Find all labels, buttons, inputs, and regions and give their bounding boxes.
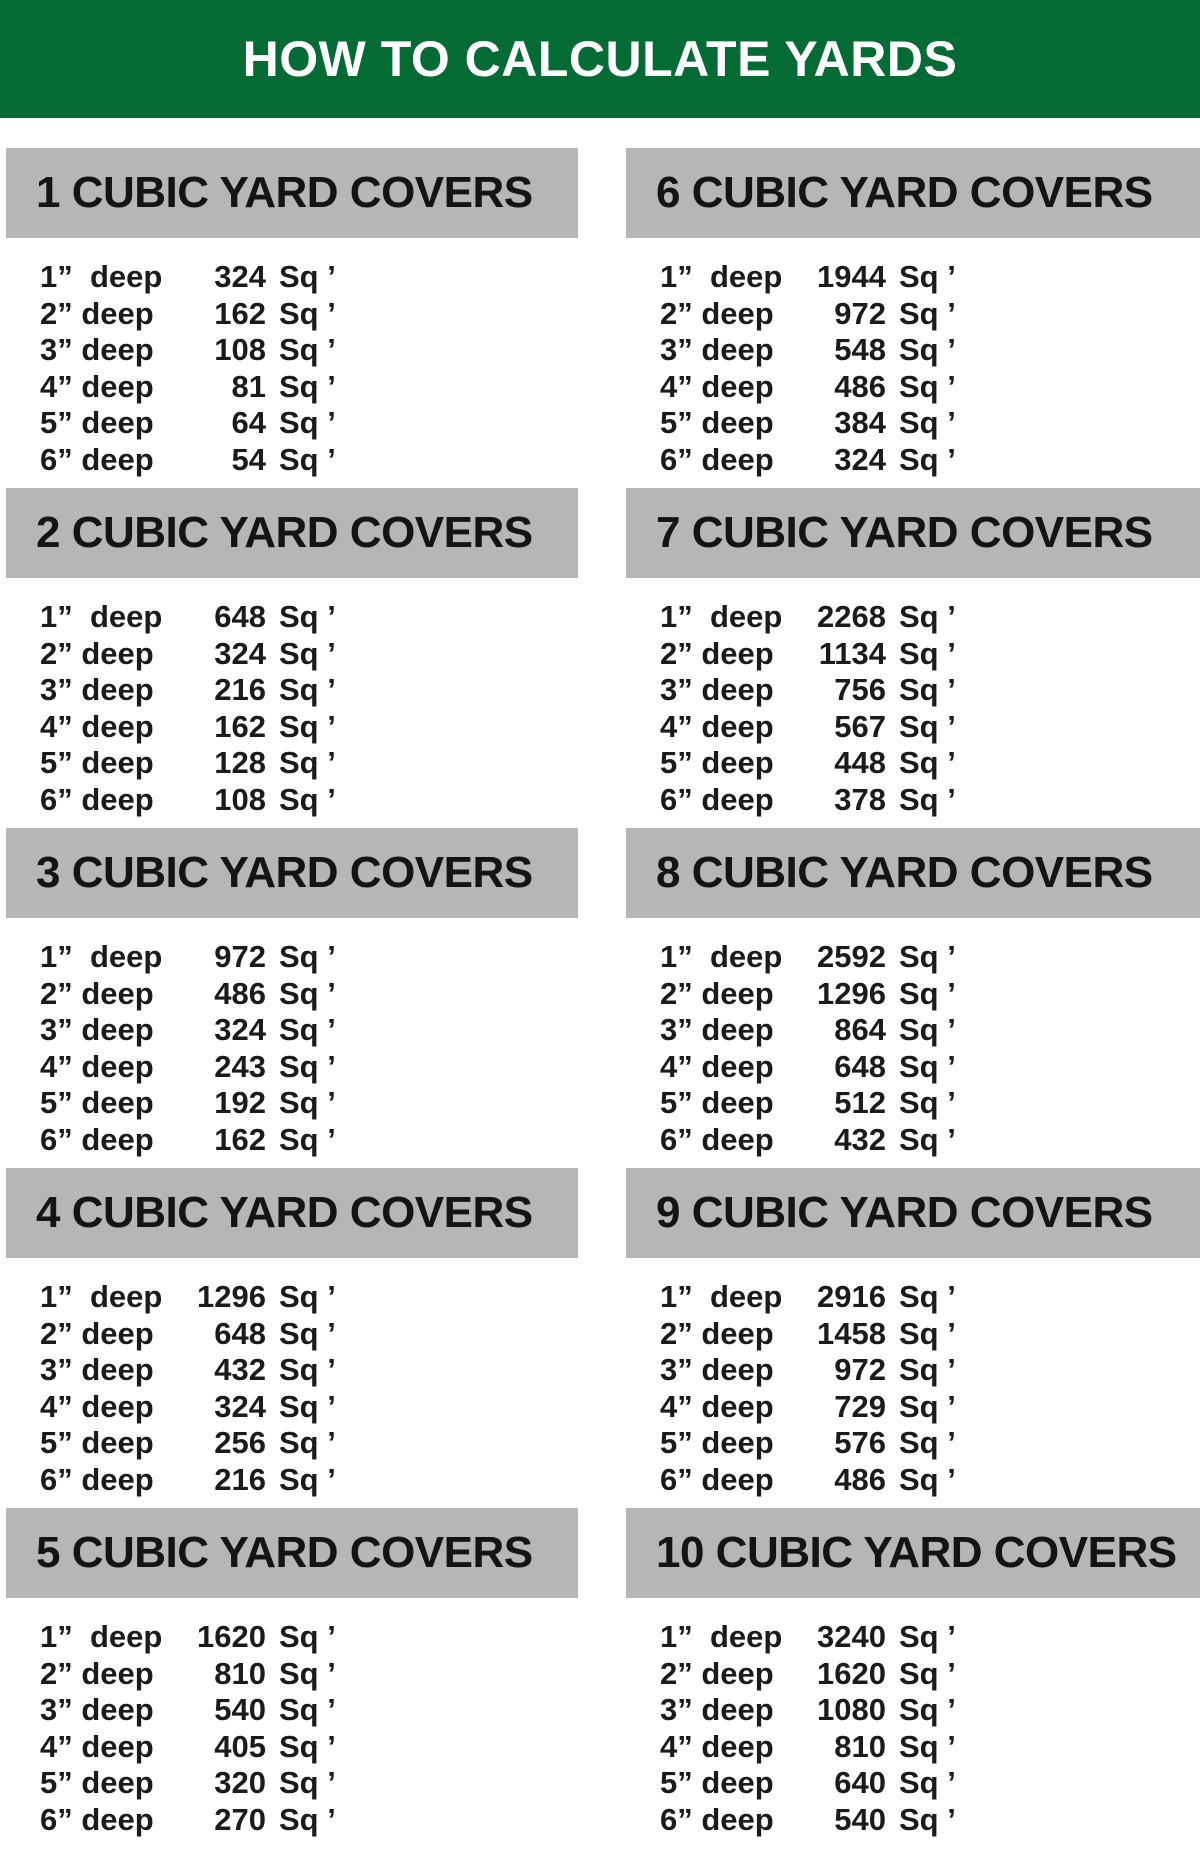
coverage-rows (6, 238, 578, 478)
area-value: 1296 (817, 975, 886, 1011)
section-header-bar (6, 828, 578, 918)
area-unit: Sq ’ (899, 1619, 956, 1655)
area-unit: Sq ’ (899, 1388, 956, 1424)
section-title: 1 CUBIC YARD COVERS (36, 168, 533, 217)
table-row (660, 1802, 1200, 1839)
depth-label: 5” deep (660, 745, 774, 781)
area-value: 243 (214, 1048, 266, 1084)
area-unit: Sq ’ (899, 368, 956, 404)
coverage-section (626, 828, 1200, 1168)
table-row (660, 1352, 1200, 1389)
area-unit: Sq ’ (279, 1315, 336, 1351)
area-value: 162 (214, 708, 266, 744)
area-unit: Sq ’ (899, 708, 956, 744)
depth-label: 6” deep (660, 1121, 774, 1157)
area-value: 216 (214, 672, 266, 708)
coverage-rows (626, 578, 1200, 818)
area-value: 108 (214, 332, 266, 368)
section-title: 6 CUBIC YARD COVERS (656, 168, 1153, 217)
area-value: 972 (834, 295, 886, 331)
section-header-bar (626, 148, 1200, 238)
depth-label: 5” deep (660, 1085, 774, 1121)
depth-label: 3” deep (40, 672, 154, 708)
depth-label: 1” deep (40, 939, 163, 975)
area-value: 162 (214, 1121, 266, 1157)
area-value: 128 (214, 745, 266, 781)
area-value: 648 (214, 1315, 266, 1351)
area-value: 1134 (818, 635, 886, 671)
table-row (660, 332, 1200, 369)
depth-label: 6” deep (660, 781, 774, 817)
area-value: 216 (214, 1461, 266, 1497)
coverage-section (6, 488, 578, 828)
table-row (40, 1279, 578, 1316)
table-row (660, 939, 1200, 976)
section-title: 7 CUBIC YARD COVERS (656, 508, 1153, 557)
area-value: 548 (834, 332, 886, 368)
coverage-section (6, 1508, 578, 1848)
depth-label: 2” deep (40, 1655, 154, 1691)
area-unit: Sq ’ (279, 1461, 336, 1497)
table-row (660, 1765, 1200, 1802)
table-row (40, 1049, 578, 1086)
coverage-rows (626, 918, 1200, 1158)
area-unit: Sq ’ (899, 405, 956, 441)
area-unit: Sq ’ (279, 405, 336, 441)
table-row (660, 1619, 1200, 1656)
area-value: 162 (214, 295, 266, 331)
depth-label: 6” deep (40, 1121, 154, 1157)
depth-label: 4” deep (660, 1048, 774, 1084)
area-unit: Sq ’ (899, 635, 956, 671)
area-unit: Sq ’ (899, 939, 956, 975)
area-value: 486 (834, 1461, 886, 1497)
depth-label: 3” deep (660, 1012, 774, 1048)
area-value: 540 (214, 1692, 266, 1728)
table-row (40, 1012, 578, 1049)
depth-label: 2” deep (40, 635, 154, 671)
depth-label: 1” deep (40, 259, 163, 295)
area-value: 378 (834, 781, 886, 817)
area-unit: Sq ’ (279, 672, 336, 708)
table-row (660, 1462, 1200, 1499)
area-unit: Sq ’ (279, 1692, 336, 1728)
depth-label: 4” deep (40, 1388, 154, 1424)
table-row (40, 745, 578, 782)
section-title: 8 CUBIC YARD COVERS (656, 848, 1153, 897)
area-value: 54 (231, 441, 266, 477)
coverage-rows (6, 1598, 578, 1838)
section-title: 9 CUBIC YARD COVERS (656, 1188, 1153, 1237)
area-unit: Sq ’ (279, 1425, 336, 1461)
area-unit: Sq ’ (899, 781, 956, 817)
depth-label: 1” deep (660, 939, 783, 975)
depth-label: 4” deep (40, 1048, 154, 1084)
table-row (660, 1279, 1200, 1316)
table-row (40, 442, 578, 479)
area-value: 324 (214, 1012, 266, 1048)
table-row (40, 672, 578, 709)
section-title: 4 CUBIC YARD COVERS (36, 1188, 533, 1237)
section-header-bar (6, 1508, 578, 1598)
area-value: 192 (214, 1085, 266, 1121)
area-unit: Sq ’ (279, 295, 336, 331)
table-row (660, 1389, 1200, 1426)
table-row (40, 296, 578, 333)
depth-label: 5” deep (40, 405, 154, 441)
section-header-bar (6, 1168, 578, 1258)
area-value: 324 (214, 635, 266, 671)
depth-label: 6” deep (40, 1461, 154, 1497)
table-row (40, 1352, 578, 1389)
depth-label: 4” deep (660, 1388, 774, 1424)
coverage-section (6, 1168, 578, 1508)
depth-label: 3” deep (40, 332, 154, 368)
depth-label: 5” deep (40, 1425, 154, 1461)
depth-label: 2” deep (40, 295, 154, 331)
area-value: 405 (214, 1728, 266, 1764)
depth-label: 3” deep (660, 1352, 774, 1388)
section-header-bar (626, 828, 1200, 918)
area-value: 2592 (817, 939, 886, 975)
table-row (40, 1765, 578, 1802)
depth-label: 3” deep (40, 1012, 154, 1048)
table-row (40, 1122, 578, 1159)
table-row (40, 709, 578, 746)
area-unit: Sq ’ (279, 1085, 336, 1121)
area-value: 648 (834, 1048, 886, 1084)
area-value: 540 (834, 1801, 886, 1837)
table-row (40, 1802, 578, 1839)
area-value: 2268 (817, 599, 886, 635)
area-unit: Sq ’ (899, 1012, 956, 1048)
table-row (40, 1425, 578, 1462)
area-value: 432 (834, 1121, 886, 1157)
depth-label: 6” deep (40, 781, 154, 817)
table-row (660, 1425, 1200, 1462)
area-unit: Sq ’ (899, 1352, 956, 1388)
area-value: 1620 (197, 1619, 266, 1655)
table-row (660, 1085, 1200, 1122)
table-row (660, 1012, 1200, 1049)
area-unit: Sq ’ (279, 745, 336, 781)
section-header-bar (626, 1508, 1200, 1598)
area-value: 640 (834, 1765, 886, 1801)
area-unit: Sq ’ (899, 295, 956, 331)
depth-label: 3” deep (660, 332, 774, 368)
area-unit: Sq ’ (899, 672, 956, 708)
area-unit: Sq ’ (279, 1279, 336, 1315)
depth-label: 4” deep (660, 1728, 774, 1764)
sections-grid (0, 118, 1200, 1848)
depth-label: 1” deep (660, 1279, 783, 1315)
section-header-bar (626, 1168, 1200, 1258)
section-title: 2 CUBIC YARD COVERS (36, 508, 533, 557)
area-value: 1080 (817, 1692, 886, 1728)
area-unit: Sq ’ (279, 939, 336, 975)
depth-label: 1” deep (40, 1619, 163, 1655)
area-unit: Sq ’ (279, 1388, 336, 1424)
area-value: 81 (231, 368, 266, 404)
depth-label: 4” deep (40, 368, 154, 404)
area-unit: Sq ’ (279, 708, 336, 744)
table-row (40, 1389, 578, 1426)
area-unit: Sq ’ (899, 1728, 956, 1764)
table-row (40, 599, 578, 636)
depth-label: 6” deep (660, 441, 774, 477)
table-row (660, 1122, 1200, 1159)
area-unit: Sq ’ (899, 1315, 956, 1351)
area-value: 810 (214, 1655, 266, 1691)
area-value: 1620 (817, 1655, 886, 1691)
area-unit: Sq ’ (899, 332, 956, 368)
area-value: 2916 (817, 1279, 886, 1315)
area-unit: Sq ’ (279, 599, 336, 635)
header-banner (0, 0, 1200, 118)
table-row (660, 442, 1200, 479)
depth-label: 2” deep (660, 1315, 774, 1351)
table-row (660, 745, 1200, 782)
coverage-rows (6, 1258, 578, 1498)
area-value: 384 (834, 405, 886, 441)
area-unit: Sq ’ (899, 1765, 956, 1801)
area-value: 324 (214, 259, 266, 295)
area-unit: Sq ’ (899, 975, 956, 1011)
depth-label: 3” deep (660, 1692, 774, 1728)
section-header-bar (626, 488, 1200, 578)
area-value: 576 (834, 1425, 886, 1461)
coverage-section (626, 1168, 1200, 1508)
table-row (40, 1656, 578, 1693)
table-row (40, 1085, 578, 1122)
depth-label: 4” deep (660, 708, 774, 744)
depth-label: 6” deep (660, 1461, 774, 1497)
table-row (660, 976, 1200, 1013)
coverage-rows (6, 578, 578, 818)
area-unit: Sq ’ (279, 1121, 336, 1157)
area-unit: Sq ’ (279, 975, 336, 1011)
area-value: 486 (834, 368, 886, 404)
depth-label: 6” deep (40, 1801, 154, 1837)
coverage-rows (626, 238, 1200, 478)
table-row (660, 1692, 1200, 1729)
section-header-bar (6, 148, 578, 238)
table-row (660, 1729, 1200, 1766)
area-value: 448 (834, 745, 886, 781)
area-value: 64 (231, 405, 266, 441)
table-row (660, 636, 1200, 673)
section-header-bar (6, 488, 578, 578)
area-unit: Sq ’ (899, 1279, 956, 1315)
right-column (626, 148, 1200, 1848)
left-column (6, 148, 578, 1848)
area-unit: Sq ’ (279, 332, 336, 368)
table-row (660, 1656, 1200, 1693)
area-value: 324 (214, 1388, 266, 1424)
coverage-section (626, 148, 1200, 488)
area-value: 512 (834, 1085, 886, 1121)
area-value: 432 (214, 1352, 266, 1388)
depth-label: 5” deep (40, 745, 154, 781)
coverage-section (626, 1508, 1200, 1848)
area-unit: Sq ’ (899, 1121, 956, 1157)
table-row (40, 259, 578, 296)
area-value: 1944 (817, 259, 886, 295)
area-unit: Sq ’ (279, 259, 336, 295)
area-unit: Sq ’ (279, 1012, 336, 1048)
area-value: 648 (214, 599, 266, 635)
coverage-section (6, 828, 578, 1168)
table-row (660, 782, 1200, 819)
depth-label: 5” deep (40, 1765, 154, 1801)
depth-label: 4” deep (40, 708, 154, 744)
depth-label: 5” deep (660, 1425, 774, 1461)
depth-label: 3” deep (40, 1352, 154, 1388)
area-unit: Sq ’ (899, 1801, 956, 1837)
depth-label: 4” deep (660, 368, 774, 404)
area-value: 972 (834, 1352, 886, 1388)
depth-label: 4” deep (40, 1728, 154, 1764)
area-unit: Sq ’ (899, 745, 956, 781)
area-unit: Sq ’ (279, 781, 336, 817)
area-unit: Sq ’ (279, 1728, 336, 1764)
depth-label: 6” deep (40, 441, 154, 477)
table-row (660, 259, 1200, 296)
coverage-section (6, 148, 578, 488)
depth-label: 5” deep (660, 405, 774, 441)
table-row (40, 976, 578, 1013)
table-row (660, 1316, 1200, 1353)
depth-label: 5” deep (660, 1765, 774, 1801)
area-unit: Sq ’ (899, 1048, 956, 1084)
depth-label: 3” deep (660, 672, 774, 708)
table-row (40, 636, 578, 673)
area-value: 1296 (197, 1279, 266, 1315)
depth-label: 1” deep (660, 599, 783, 635)
area-unit: Sq ’ (899, 259, 956, 295)
depth-label: 6” deep (660, 1801, 774, 1837)
depth-label: 2” deep (40, 975, 154, 1011)
depth-label: 3” deep (40, 1692, 154, 1728)
table-row (660, 1049, 1200, 1086)
area-value: 320 (214, 1765, 266, 1801)
table-row (660, 369, 1200, 406)
page-title: HOW TO CALCULATE YARDS (242, 31, 958, 87)
area-unit: Sq ’ (279, 1801, 336, 1837)
area-unit: Sq ’ (279, 1655, 336, 1691)
depth-label: 1” deep (40, 599, 163, 635)
table-row (660, 709, 1200, 746)
area-unit: Sq ’ (279, 441, 336, 477)
area-value: 256 (214, 1425, 266, 1461)
area-value: 108 (214, 781, 266, 817)
area-unit: Sq ’ (279, 1352, 336, 1388)
depth-label: 2” deep (660, 1655, 774, 1691)
table-row (660, 672, 1200, 709)
table-row (40, 1692, 578, 1729)
area-value: 972 (214, 939, 266, 975)
area-value: 864 (834, 1012, 886, 1048)
area-unit: Sq ’ (279, 368, 336, 404)
depth-label: 1” deep (40, 1279, 163, 1315)
table-row (40, 1462, 578, 1499)
area-unit: Sq ’ (899, 1692, 956, 1728)
table-row (40, 939, 578, 976)
area-value: 270 (214, 1801, 266, 1837)
depth-label: 1” deep (660, 1619, 783, 1655)
table-row (660, 599, 1200, 636)
area-unit: Sq ’ (899, 1425, 956, 1461)
depth-label: 1” deep (660, 259, 783, 295)
section-title: 3 CUBIC YARD COVERS (36, 848, 533, 897)
area-unit: Sq ’ (279, 1048, 336, 1084)
area-unit: Sq ’ (899, 1085, 956, 1121)
depth-label: 2” deep (660, 635, 774, 671)
area-unit: Sq ’ (899, 1655, 956, 1691)
table-row (40, 1619, 578, 1656)
area-value: 3240 (817, 1619, 886, 1655)
area-unit: Sq ’ (279, 1619, 336, 1655)
depth-label: 2” deep (660, 975, 774, 1011)
table-row (40, 1729, 578, 1766)
area-unit: Sq ’ (899, 1461, 956, 1497)
area-value: 810 (834, 1728, 886, 1764)
coverage-rows (626, 1258, 1200, 1498)
section-title: 10 CUBIC YARD COVERS (656, 1528, 1177, 1577)
coverage-rows (6, 918, 578, 1158)
area-value: 324 (834, 441, 886, 477)
area-value: 567 (834, 708, 886, 744)
area-value: 486 (214, 975, 266, 1011)
area-value: 756 (834, 672, 886, 708)
area-unit: Sq ’ (899, 441, 956, 477)
area-unit: Sq ’ (899, 599, 956, 635)
table-row (40, 369, 578, 406)
coverage-rows (626, 1598, 1200, 1838)
table-row (40, 782, 578, 819)
area-value: 1458 (817, 1315, 886, 1351)
table-row (660, 405, 1200, 442)
depth-label: 5” deep (40, 1085, 154, 1121)
section-title: 5 CUBIC YARD COVERS (36, 1528, 533, 1577)
table-row (40, 1316, 578, 1353)
area-unit: Sq ’ (279, 1765, 336, 1801)
table-row (40, 405, 578, 442)
coverage-section (626, 488, 1200, 828)
table-row (40, 332, 578, 369)
area-value: 729 (834, 1388, 886, 1424)
depth-label: 2” deep (660, 295, 774, 331)
area-unit: Sq ’ (279, 635, 336, 671)
table-row (660, 296, 1200, 333)
depth-label: 2” deep (40, 1315, 154, 1351)
